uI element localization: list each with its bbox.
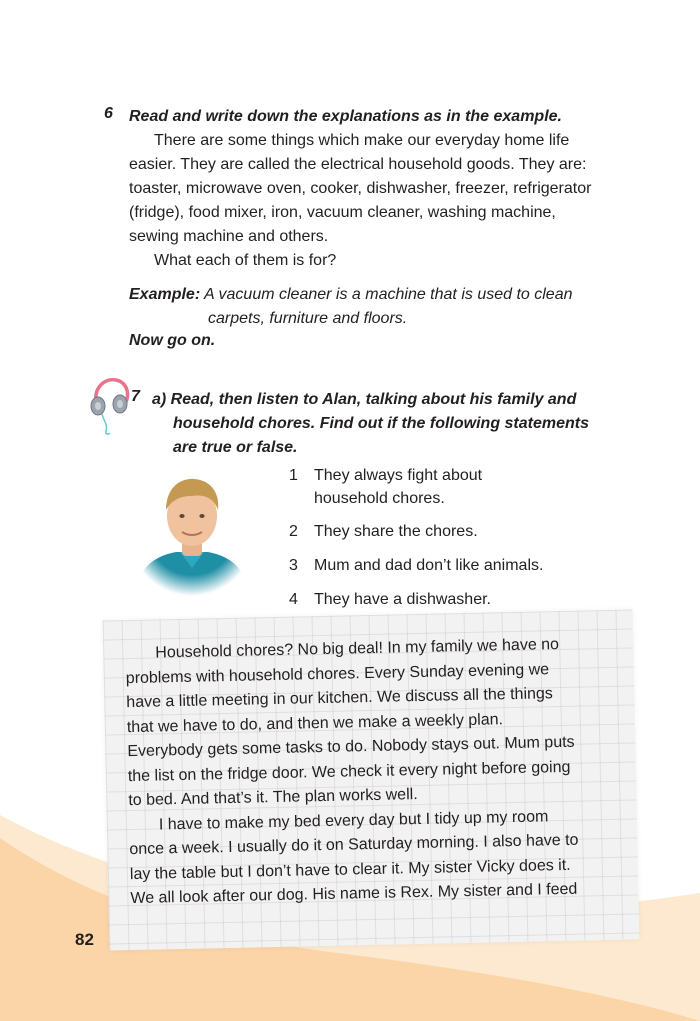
statement-text [314,464,604,510]
exercise-title: Read and write down the explanations as in the example. [129,108,562,125]
statement-text: They share the chores. [314,523,478,540]
paragraph-line: (fridge), food mixer, iron, vacuum cleaner, washing machine, [129,204,556,221]
story-line: I have to make my bed every day but I tidy up my room [158,807,549,833]
story-line: problems with household chores. Every Sunday evening we [125,660,550,687]
story-line: to bed. And that’s it. The plan works well. [128,786,418,810]
exercise-number: 7 [131,388,140,405]
statement-text: They have a dishwasher. [314,591,491,608]
reading-text-box [103,609,640,950]
statement-line: They always fight about [314,467,483,484]
exercise-paragraph [129,129,649,273]
example-sentence [129,283,649,307]
statement-text: Mum and dad don’t like animals. [314,557,544,574]
paragraph-line: toaster, microwave oven, cooker, dishwasher, freezer, refrigerator [129,180,592,197]
boy-photo [132,468,252,596]
paragraph-line: easier. They are called the electrical household goods. They are: [129,156,587,173]
example-text: A vacuum cleaner is a machine that is used to clean [204,286,573,303]
story-line: the list on the fridge door. We check it every night before going [127,758,571,785]
title-line: a) Read, then listen to Alan, talking about his family and [152,391,577,408]
statement-number: 1 [289,467,298,484]
paragraph-line: sewing machine and others. [129,228,329,245]
exercise-number: 6 [104,105,113,122]
story-line: that we have to do, and then we make a weekly plan. [126,710,504,736]
title-line: household chores. Find out if the following statements [173,415,590,432]
headphones-icon [88,374,136,436]
paragraph-line: What each of them is for? [154,252,337,269]
statement-number: 2 [289,523,298,540]
story-line: have a little meeting in our kitchen. We discuss all the things [126,685,554,712]
story-line: Everybody gets some tasks to do. Nobody stays out. Mum puts [127,733,575,761]
paragraph-line: There are some things which make our everyday home life [154,132,570,149]
page-number: 82 [75,930,94,949]
story-line: lay the table but I don’t have to clear it. My sister Vicky does it. [129,856,571,883]
story-line: We all look after our dog. His name is Rex. My sister and I feed [130,880,578,908]
statement-number: 4 [289,591,298,608]
story-text [125,632,631,912]
statement-number: 3 [289,557,298,574]
exercise-title [152,388,642,460]
statement-line: household chores. [314,490,445,507]
title-line: are true or false. [173,439,298,456]
example-continuation: carpets, furniture and floors. [208,310,408,327]
story-line: once a week. I usually do it on Saturday morning. I also have to [129,831,579,859]
go-on-instruction: Now go on. [129,332,216,349]
example-label: Example: [129,286,201,303]
story-line: Household chores? No big deal! In my family we have no [155,636,560,662]
